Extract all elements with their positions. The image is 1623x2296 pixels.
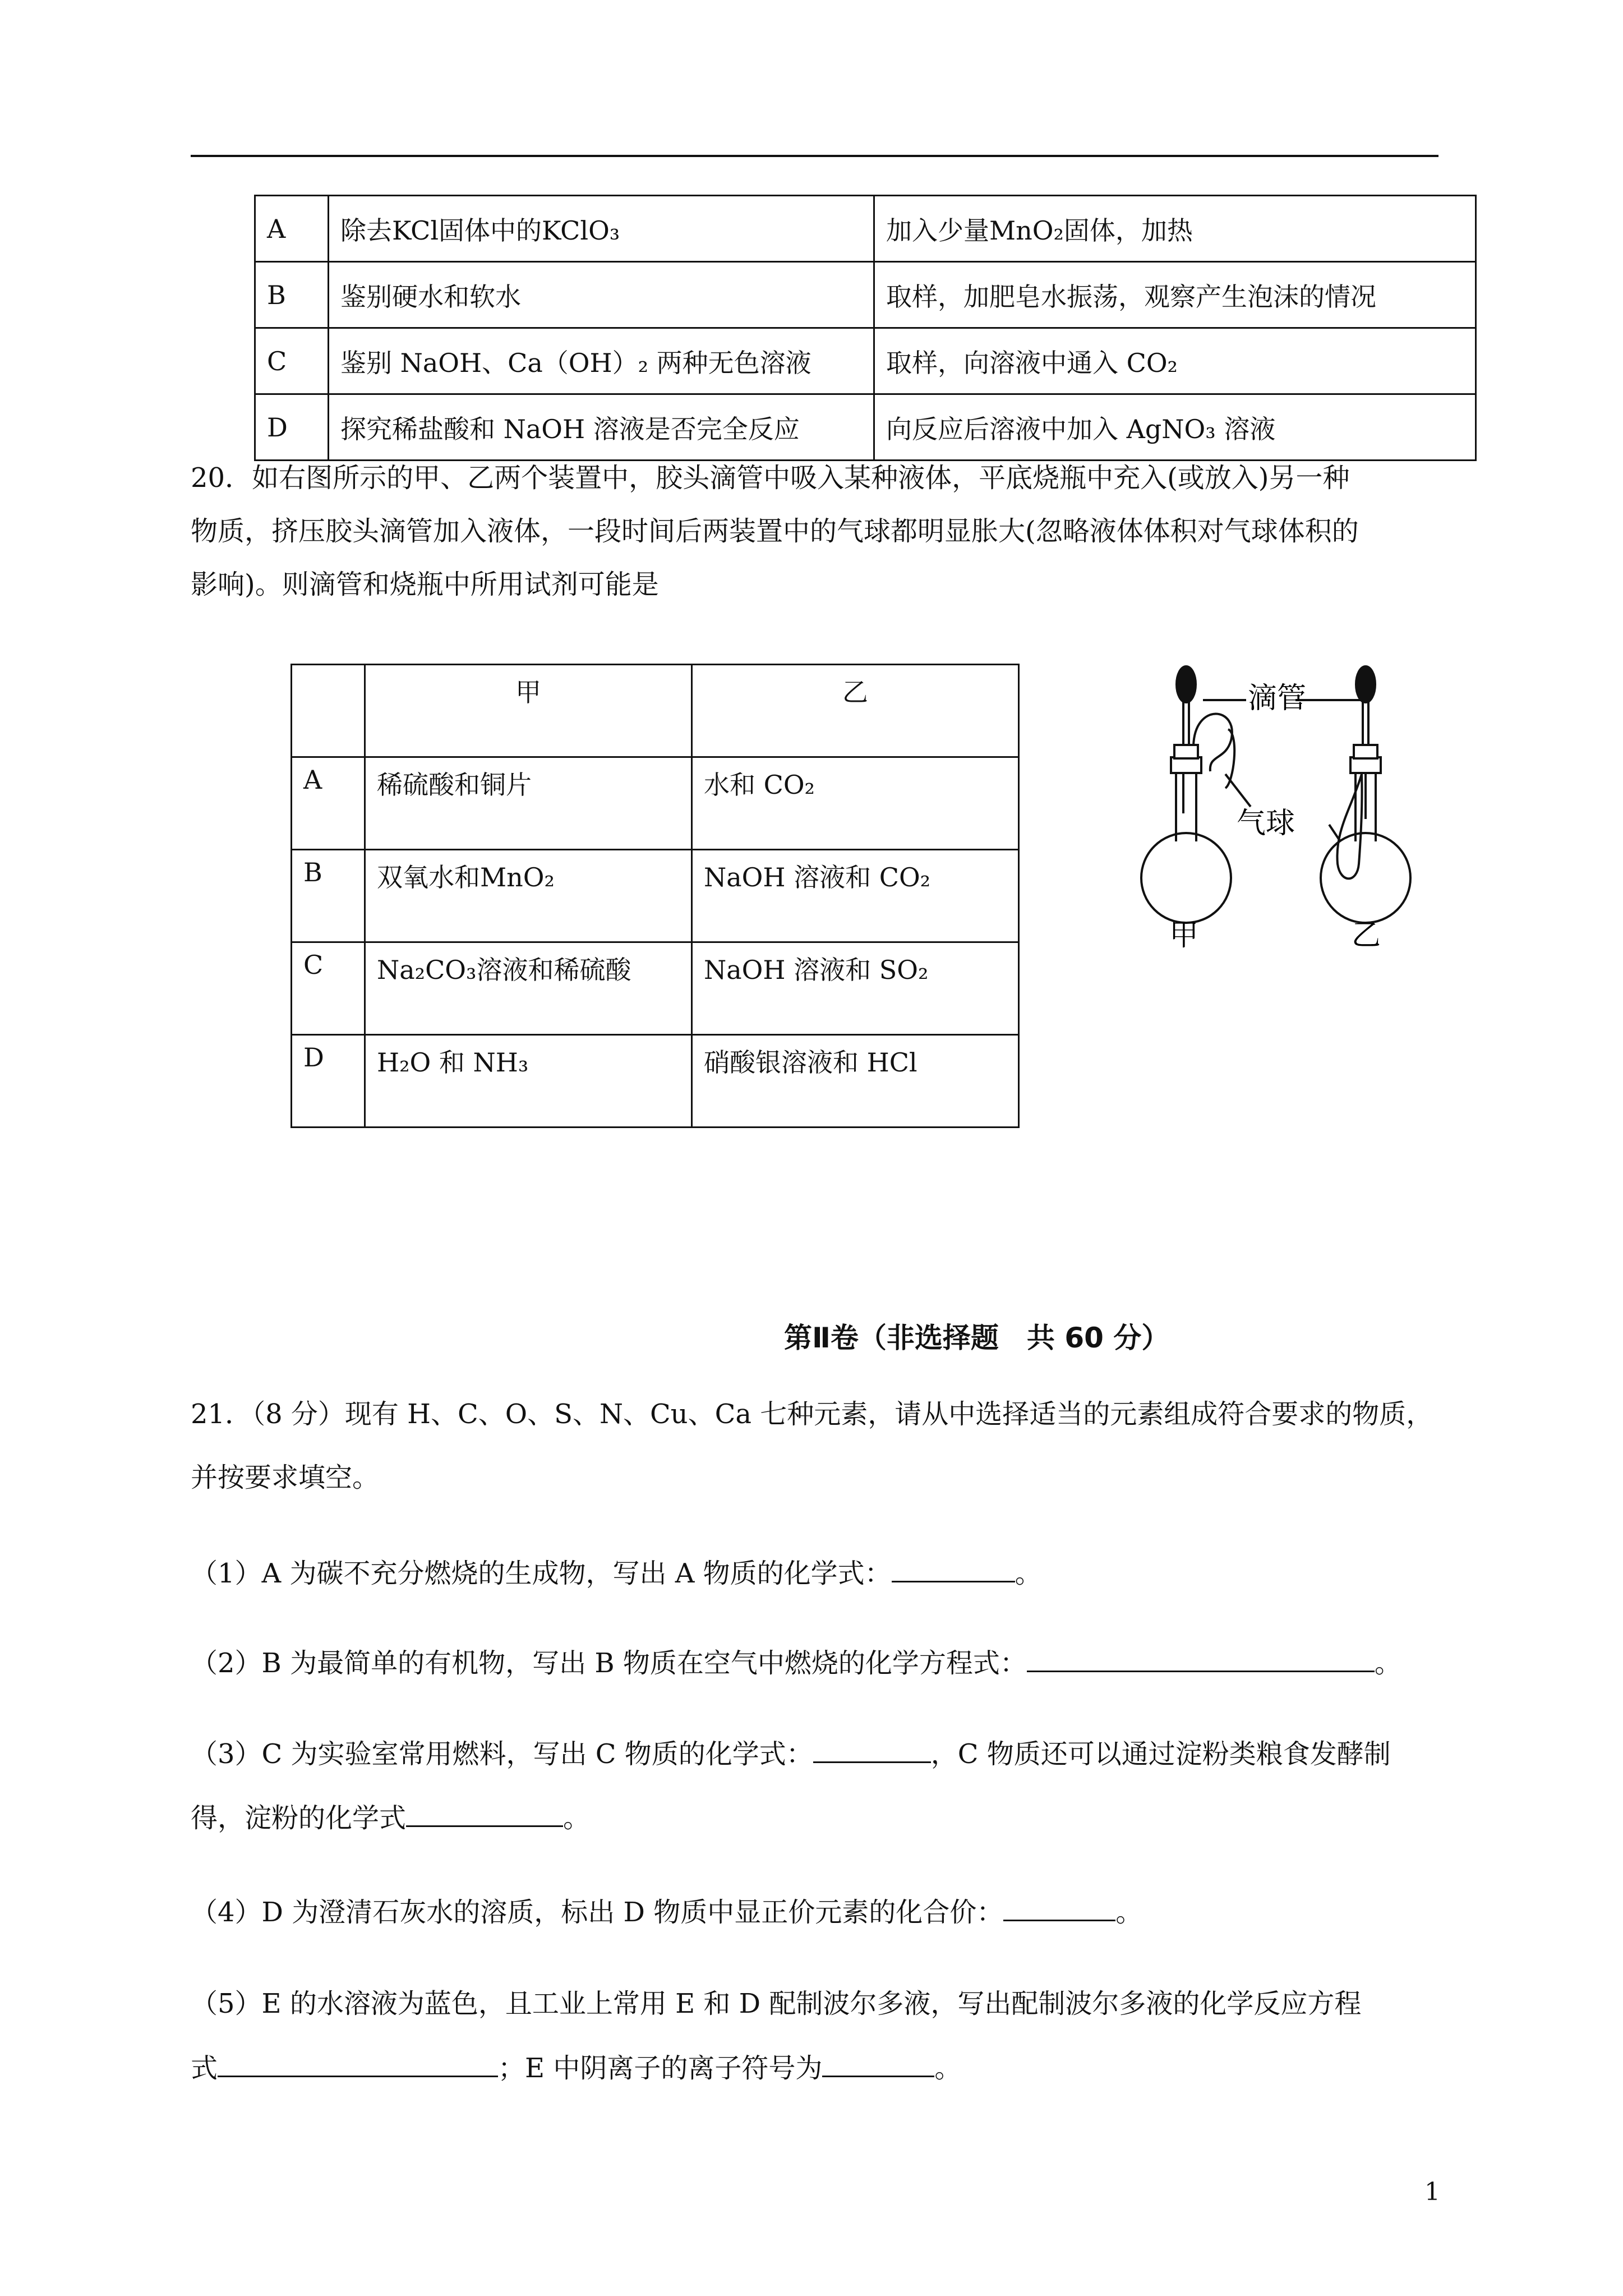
q21-p3-text-2: ，C 物质还可以通过淀粉类粮食发酵制 [930,1738,1391,1770]
label-dropper: 滴管 [1248,682,1307,715]
q20-line-1: 20．如右图所示的甲、乙两个装置中，胶头滴管中吸入某种液体，平底烧瓶中充入(或放入)另一种 [191,462,1350,494]
answer-blank[interactable] [1003,1897,1115,1921]
option-desc: 探究稀盐酸和 NaOH 溶液是否完全反应 [329,394,874,461]
option-jia: 双氧水和MnO₂ [365,850,692,942]
table-header-row [292,665,1019,757]
q21-part-5: （5）E 的水溶液为蓝色，且工业上常用 E 和 D 配制波尔多液，写出配制波尔多液的化学反应方程 [191,1988,1362,2019]
table-row [255,196,1476,262]
answer-blank[interactable] [822,2053,934,2077]
option-jia: H₂O 和 NH₃ [365,1035,692,1128]
option-key: C [292,942,365,1035]
flask-jia-icon [1141,666,1234,923]
option-method: 向反应后溶液中加入 AgNO₃ 溶液 [874,394,1476,461]
q21-p3-text: （3）C 为实验室常用燃料，写出 C 物质的化学式： [191,1738,813,1770]
q21-part-5-cont [191,2053,961,2082]
label-balloon: 气球 [1237,807,1295,840]
option-yi: NaOH 溶液和 SO₂ [692,942,1019,1035]
option-jia: Na₂CO₃溶液和稀硫酸 [365,942,692,1035]
q21-intro-2: 并按要求填空。 [191,1462,380,1493]
q21-p4-text: （4）D 为澄清石灰水的溶质，标出 D 物质中显正价元素的化合价： [191,1897,1004,1928]
option-method: 取样，向溶液中通入 CO₂ [874,328,1476,394]
section-heading: 第Ⅱ卷（非选择题 共 60 分） [784,1322,1170,1354]
option-method: 加入少量MnO₂固体，加热 [874,196,1476,262]
option-key: D [292,1035,365,1128]
q21-p1-text: （1）A 为碳不充分燃烧的生成物，写出 A 物质的化学式： [191,1558,892,1589]
option-desc: 鉴别 NaOH、Ca（OH）₂ 两种无色溶液 [329,328,874,394]
option-key: D [255,394,329,461]
header-rule [191,155,1438,157]
apparatus-figure [1110,662,1503,954]
table-row [255,328,1476,394]
label-yi: 乙 [1352,919,1381,953]
q21-p5-end: 。 [934,2053,962,2084]
table-row [292,942,1019,1035]
option-key: A [255,196,329,262]
table-row [255,262,1476,328]
q21-p4-end: 。 [1115,1897,1143,1928]
label-jia: 甲 [1169,919,1199,953]
answer-blank[interactable] [1027,1648,1375,1672]
table-row [292,757,1019,850]
option-key: B [292,850,365,942]
q21-p3-end: 。 [563,1802,591,1834]
q21-p2-end: 。 [1374,1648,1401,1679]
table-row [292,1035,1019,1128]
q20-line-2: 物质，挤压胶头滴管加入液体，一段时间后两装置中的气球都明显胀大(忽略液体体积对气球体积的 [191,516,1359,547]
option-method: 取样，加肥皂水振荡，观察产生泡沫的情况 [874,262,1476,328]
option-key: B [255,262,329,328]
q21-part-4 [191,1897,1142,1926]
q21-p5-text-3: ；E 中阴离子的离子符号为 [498,2053,823,2084]
table-row [255,394,1476,461]
q21-part-2 [191,1648,1401,1677]
option-yi: NaOH 溶液和 CO₂ [692,850,1019,942]
header-cell [292,665,365,757]
q21-part-3 [191,1739,1391,1768]
options-table-20 [291,664,1020,1128]
answer-blank[interactable] [813,1739,931,1763]
flask-yi-icon [1321,666,1410,923]
option-key: C [255,328,329,394]
q21-p2-text: （2）B 为最简单的有机物，写出 B 物质在空气中燃烧的化学方程式： [191,1648,1027,1679]
q21-p5-text-2: 式 [191,2053,218,2084]
q21-p3-text-3: 得，淀粉的化学式 [191,1802,407,1834]
option-jia: 稀硫酸和铜片 [365,757,692,850]
option-desc: 除去KCl固体中的KClO₃ [329,196,874,262]
q21-p1-end: 。 [1015,1558,1042,1589]
header-cell: 乙 [692,665,1019,757]
q21-part-1 [191,1558,1042,1587]
option-yi: 水和 CO₂ [692,757,1019,850]
q20-line-3: 影响)。则滴管和烧瓶中所用试剂可能是 [191,569,659,600]
q21-part-3-cont [191,1803,590,1832]
option-desc: 鉴别硬水和软水 [329,262,874,328]
q21-intro-1: 21．（8 分）现有 H、C、O、S、N、Cu、Ca 七种元素，请从中选择适当的元素组成符合要求的物质， [191,1398,1433,1430]
header-cell: 甲 [365,665,692,757]
table-row [292,850,1019,942]
options-table-19 [254,195,1477,461]
option-key: A [292,757,365,850]
answer-blank[interactable] [218,2053,498,2077]
option-yi: 硝酸银溶液和 HCl [692,1035,1019,1128]
answer-blank[interactable] [406,1803,563,1827]
page-number: 1 [1424,2178,1440,2206]
answer-blank[interactable] [892,1558,1015,1582]
